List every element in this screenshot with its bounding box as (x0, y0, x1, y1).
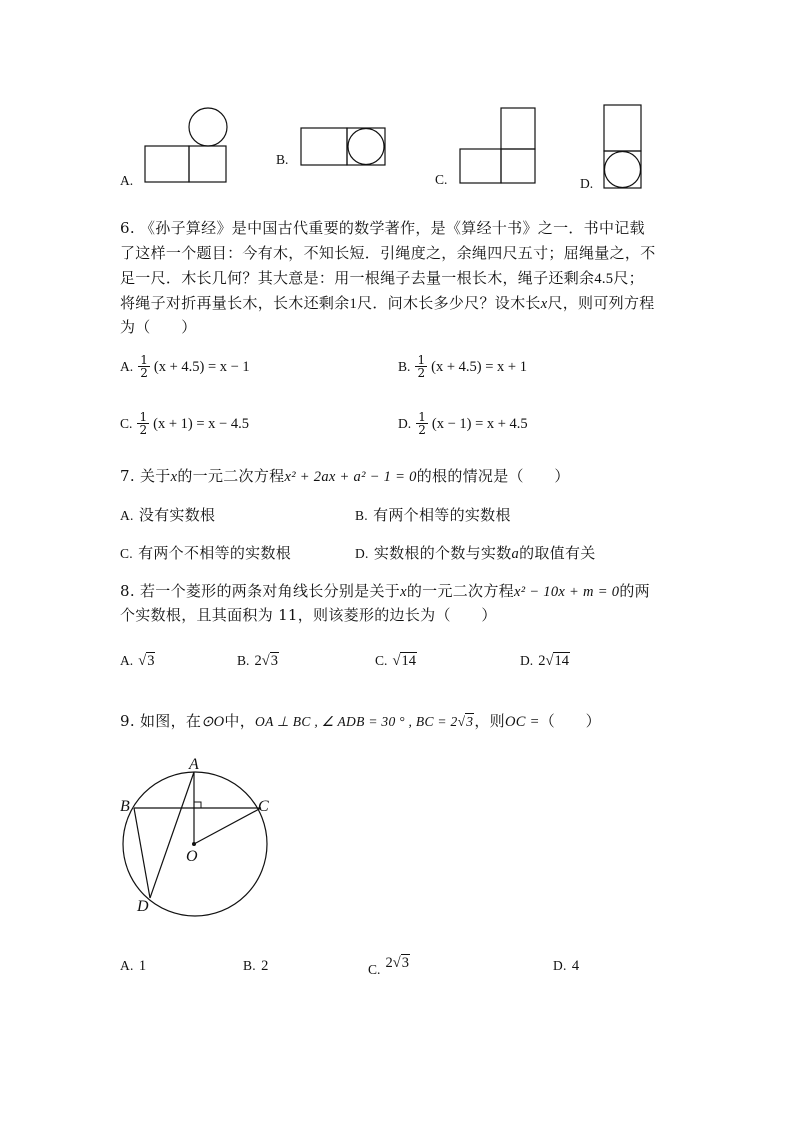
segment-bd (134, 808, 150, 898)
sqrt-sign: √14 (392, 653, 416, 669)
fraction (416, 411, 428, 436)
q8-equation: x² − 10x + m = 0 (513, 584, 620, 600)
circle-o-letter: O (213, 714, 225, 730)
option-text: 有两个不相等的实数根 (138, 544, 292, 562)
q5-option-a-label[interactable]: A. (120, 173, 134, 188)
numerator: 1 (140, 353, 148, 367)
q9-condition-text: OA ⊥ BC , ∠ ADB = 30 ° , BC = 2 (255, 714, 458, 729)
option-label: A. (120, 958, 134, 973)
q7-option-b[interactable] (355, 504, 511, 525)
fraction (138, 354, 150, 379)
numerator: 1 (417, 353, 426, 367)
q6-rope-extra: 4.5 (594, 271, 614, 287)
q6-option-c[interactable] (120, 411, 249, 436)
radicand: 3 (147, 653, 155, 669)
point-b-label: B (120, 798, 130, 815)
point-o-label: O (186, 848, 198, 865)
option-label: B. (243, 958, 256, 973)
denominator: 2 (139, 423, 148, 437)
radicand: 3 (466, 714, 474, 729)
option-expression: (x − 1) = x + 4.5 (431, 416, 528, 432)
option-label: B. (398, 359, 411, 374)
center-point (192, 842, 196, 846)
q6-line-5: 为（ ） (120, 318, 197, 336)
sqrt-sign: √3 (392, 955, 409, 971)
q8-option-a[interactable] (120, 650, 155, 670)
radicand: 14 (554, 653, 569, 669)
option-text-b: 的取值有关 (519, 544, 596, 562)
q9-option-a[interactable] (120, 956, 146, 975)
q8-variable: x (400, 584, 407, 600)
sqrt-sign: √3 (138, 653, 155, 669)
option-text: 没有实数根 (138, 506, 216, 524)
q7-equation: x² + 2ax + a² − 1 = 0 (284, 469, 417, 485)
q6-option-a[interactable] (120, 354, 250, 379)
radicand: 14 (401, 653, 416, 669)
q6-line-1: 6. 《孙子算经》是中国古代重要的数学著作，是《算经十书》之一．书中记载 (120, 219, 645, 237)
q8-stem-line-1 (120, 580, 650, 601)
q9-text-c: ，则 (474, 712, 505, 730)
q5-option-d-label[interactable]: D. (580, 176, 594, 191)
option-text: 实数根的个数与实数 (373, 544, 512, 562)
q9-text: 9. 如图，在 (120, 712, 202, 730)
q6-line-3 (120, 267, 644, 288)
option-text: 1 (138, 958, 147, 974)
q8-option-c[interactable] (375, 650, 417, 670)
q5-figure-b (300, 125, 400, 175)
q7-option-d[interactable] (355, 542, 596, 563)
q9-ask: OC = (504, 714, 540, 730)
q6-line-3-text: 足一尺．木长几何？其大意是：用一根绳子去量一根长木，绳子还剩余 (120, 269, 595, 287)
q5-figure-a (140, 100, 260, 190)
option-expression: (x + 4.5) = x + 1 (431, 359, 527, 375)
q9-stem (120, 710, 601, 731)
q8-option-d[interactable] (520, 650, 570, 670)
radicand: 3 (270, 653, 278, 669)
q6-option-b[interactable] (398, 354, 527, 379)
sqrt-expression (392, 653, 416, 669)
denominator: 2 (418, 423, 426, 437)
q8-text-c: 的两 (619, 582, 650, 600)
option-label: D. (553, 958, 567, 973)
segment-oc (194, 808, 261, 844)
q7-text: 7. 关于 (120, 467, 171, 485)
coefficient: 2 (385, 955, 393, 971)
q9-text-d: （ ） (539, 712, 601, 730)
q5-option-c-label[interactable]: C. (435, 172, 448, 187)
q9-condition (255, 714, 474, 729)
q7-stem (120, 465, 570, 486)
option-label: C. (375, 653, 388, 668)
option-variable: a (511, 546, 520, 562)
option-text: 有两个相等的实数根 (373, 506, 511, 524)
option-label: D. (355, 546, 369, 561)
option-label: D. (520, 653, 534, 668)
option-label: C. (120, 416, 133, 431)
q5-figure-d (601, 100, 651, 195)
point-c-label: C (258, 798, 269, 815)
q6-line-4-text-b: 尺．问木长多少尺？设木长 (357, 294, 541, 312)
q6-line-4-text-c: 尺，则可列方程 (547, 294, 655, 312)
q6-option-d[interactable] (398, 411, 528, 436)
option-label: C. (368, 962, 381, 977)
q6-variable: x (540, 296, 548, 312)
numerator: 1 (418, 410, 426, 424)
option-label: A. (120, 508, 134, 523)
q8-text: 8. 若一个菱形的两条对角线长分别是关于 (120, 582, 401, 600)
option-expression: (x + 4.5) = x − 1 (153, 359, 250, 375)
q6-line-4 (120, 292, 655, 313)
fraction (137, 411, 149, 436)
sqrt-sign: √14 (545, 653, 569, 669)
q5-option-b-label[interactable]: B. (276, 152, 289, 167)
sqrt-expression (254, 653, 278, 669)
q6-wood-extra: 1 (349, 296, 358, 312)
option-expression: (x + 1) = x − 4.5 (153, 416, 249, 432)
coefficient: 2 (538, 653, 546, 669)
q8-option-b[interactable] (237, 650, 279, 670)
q9-option-c[interactable] (368, 952, 410, 977)
q8-stem-line-2: 个实数根，且其面积为 11，则该菱形的边长为（ ） (120, 606, 497, 624)
coefficient: 2 (254, 653, 262, 669)
option-label: B. (237, 653, 250, 668)
right-angle-mark (194, 802, 201, 808)
numerator: 1 (139, 410, 148, 424)
sqrt-sign: √3 (261, 653, 278, 669)
q7-text-b: 的一元二次方程 (177, 467, 285, 485)
radicand: 3 (401, 955, 409, 971)
q7-option-a[interactable] (120, 504, 215, 525)
q9-option-b[interactable] (243, 956, 269, 975)
option-text: 2 (261, 958, 269, 974)
denominator: 2 (417, 366, 426, 380)
q6-line-2: 了这样一个题目：今有木，不知长短．引绳度之，余绳四尺五寸；屈绳量之，不 (120, 244, 656, 262)
point-a-label: A (189, 756, 199, 773)
q6-line-3-unit: 尺； (613, 269, 644, 287)
circle-o-symbol: ⊙O (201, 714, 225, 730)
option-label: B. (355, 508, 368, 523)
option-label: A. (120, 359, 134, 374)
q6-line-4-text: 将绳子对折再量长木，长木还剩余 (120, 294, 350, 312)
q7-variable: x (170, 469, 178, 485)
option-label: D. (398, 416, 412, 431)
sqrt-expression (538, 653, 570, 669)
q7-text-c: 的根的情况是（ ） (416, 467, 570, 485)
q7-option-c[interactable] (120, 542, 291, 563)
option-text: 4 (571, 958, 580, 974)
denominator: 2 (140, 366, 148, 380)
point-d-label: D (137, 898, 149, 915)
option-label: C. (120, 546, 133, 561)
q9-option-d[interactable] (553, 956, 579, 975)
sqrt-expression (385, 955, 409, 971)
option-label: A. (120, 653, 134, 668)
q5-figure-c (457, 105, 547, 195)
segment-ad (150, 772, 194, 898)
sqrt-expression (138, 653, 155, 669)
fraction (415, 354, 427, 379)
q8-text-b: 的一元二次方程 (406, 582, 514, 600)
q9-text-b: 中， (224, 712, 256, 730)
sqrt-sign: √3 (457, 714, 474, 729)
